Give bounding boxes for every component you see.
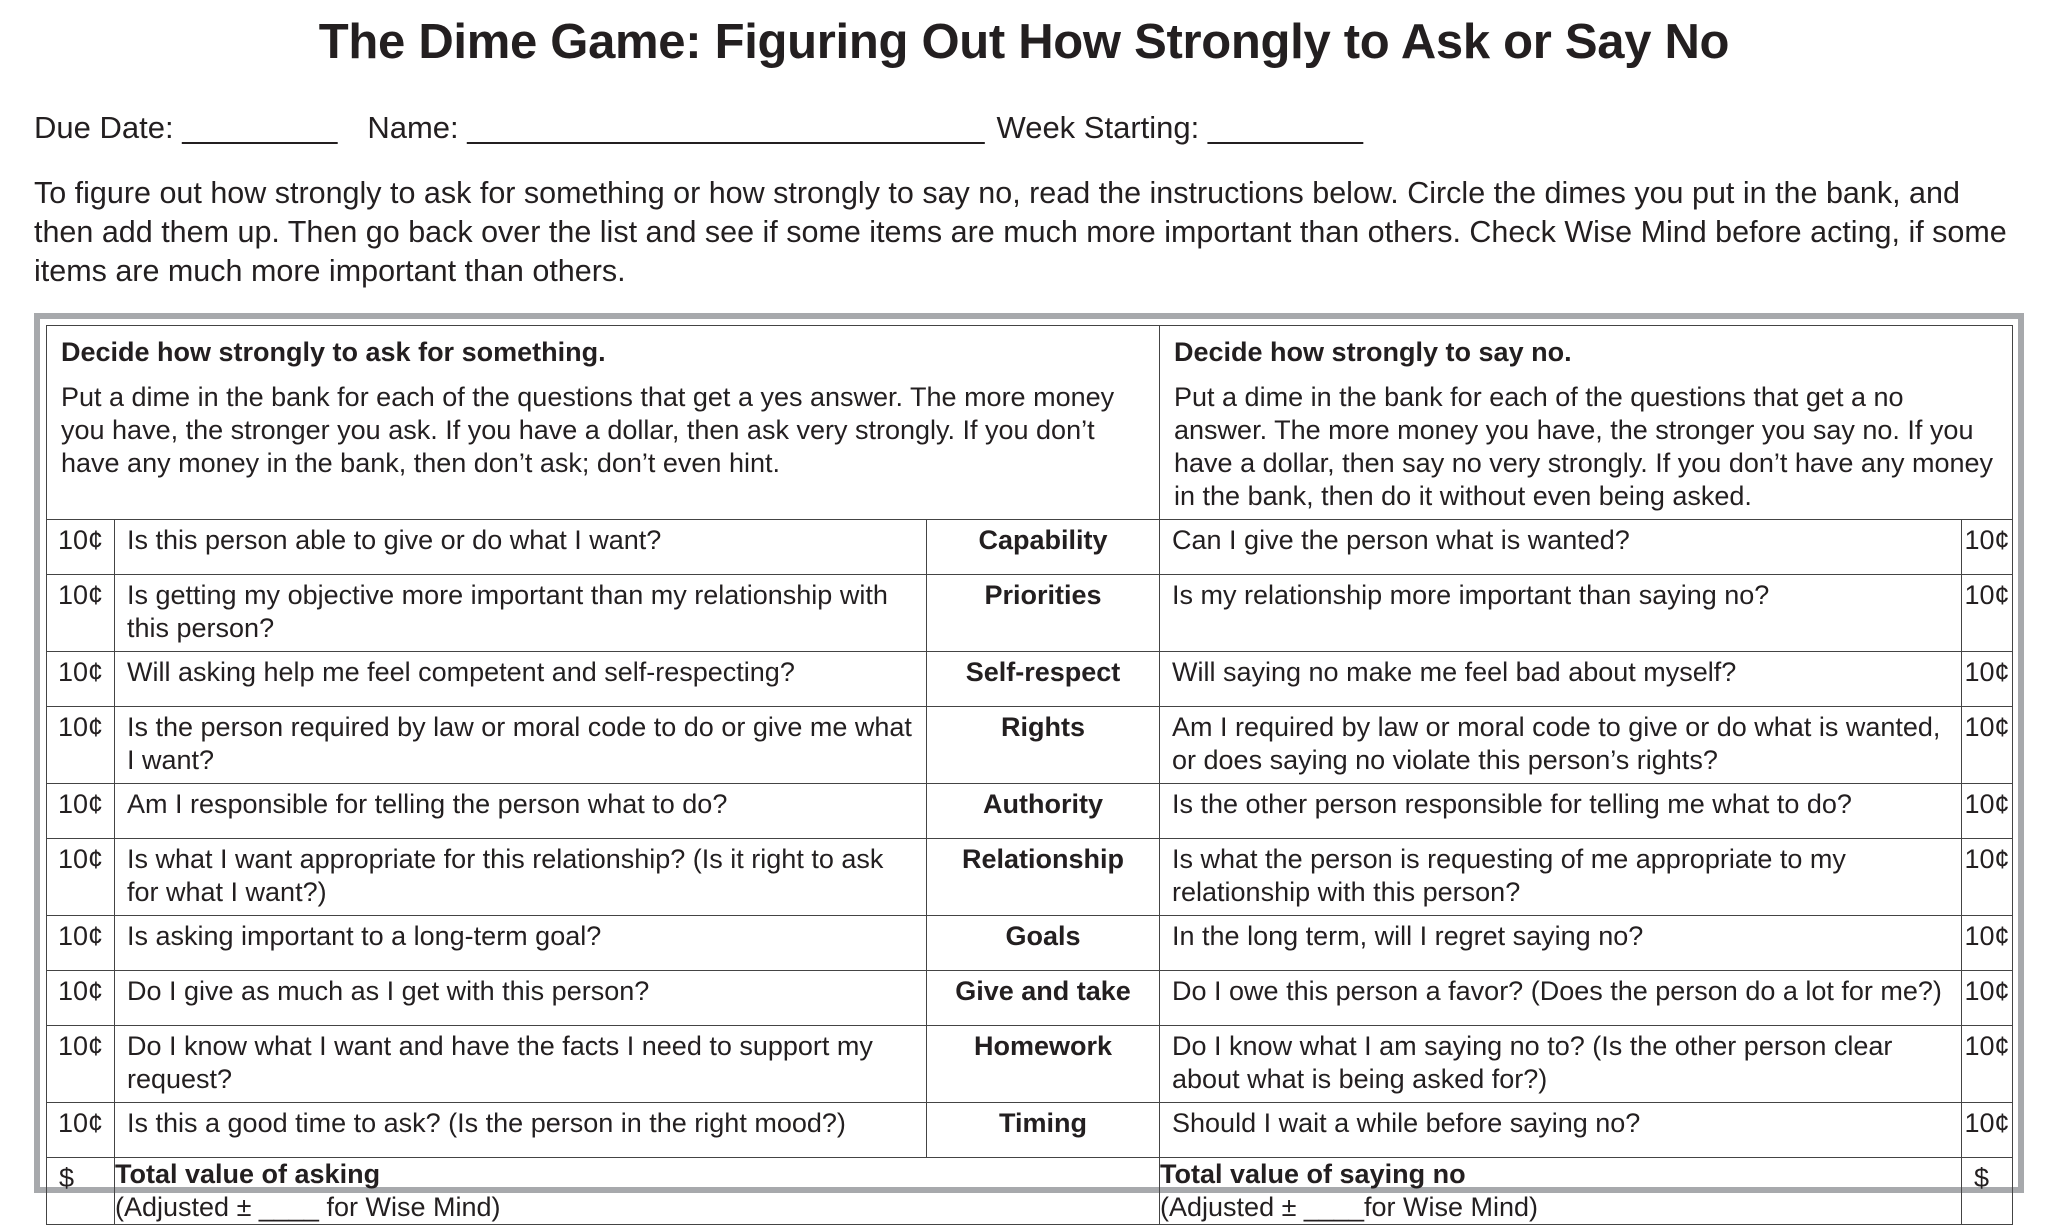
question-row — [47, 1026, 2013, 1103]
category-label: Relationship — [927, 839, 1160, 916]
question-row — [47, 575, 2013, 652]
question-row — [47, 971, 2013, 1026]
say-no-question: Should I wait a while before saying no? — [1160, 1103, 1962, 1158]
ask-dime[interactable]: 10¢ — [47, 971, 115, 1026]
say-no-question: Can I give the person what is wanted? — [1160, 520, 1962, 575]
question-row — [47, 520, 2013, 575]
ask-dime[interactable]: 10¢ — [47, 1103, 115, 1158]
ask-dime[interactable]: 10¢ — [47, 784, 115, 839]
form-fields — [34, 108, 1363, 148]
ask-dime[interactable]: 10¢ — [47, 1026, 115, 1103]
ask-dime[interactable]: 10¢ — [47, 707, 115, 784]
ask-question: Is the person required by law or moral code to do or give me what I want? — [115, 707, 927, 784]
question-row — [47, 1103, 2013, 1158]
say-no-dime[interactable]: 10¢ — [1962, 916, 2013, 971]
dime-game-table — [46, 325, 2013, 1225]
question-row — [47, 839, 2013, 916]
header-row — [47, 326, 2013, 520]
question-row — [47, 707, 2013, 784]
say-no-question: Is the other person responsible for telling me what to do? — [1160, 784, 1962, 839]
totals-row — [47, 1158, 2013, 1225]
ask-question: Is what I want appropriate for this relationship? (Is it right to ask for what I want?) — [115, 839, 927, 916]
say-no-wise-mind-adjust[interactable]: (Adjusted ± ____for Wise Mind) — [1160, 1192, 1538, 1222]
ask-dime[interactable]: 10¢ — [47, 652, 115, 707]
ask-question: Is asking important to a long-term goal? — [115, 916, 927, 971]
category-label: Priorities — [927, 575, 1160, 652]
category-label: Goals — [927, 916, 1160, 971]
ask-header-title: Decide how strongly to ask for something. — [61, 337, 606, 367]
ask-dime[interactable]: 10¢ — [47, 575, 115, 652]
instructions-paragraph: To figure out how strongly to ask for something or how strongly to say no, read the instructions below. Circle the dimes you put in the bank, and then add them up. Then go back over the list and see if some items are much more important than others. Check Wise Mind before acting, if some items are much more important than others. — [34, 176, 2007, 288]
say-no-dime[interactable]: 10¢ — [1962, 575, 2013, 652]
category-label: Homework — [927, 1026, 1160, 1103]
say-no-question: Is my relationship more important than saying no? — [1160, 575, 1962, 652]
question-row — [47, 784, 2013, 839]
category-label: Give and take — [927, 971, 1160, 1026]
ask-question: Am I responsible for telling the person what to do? — [115, 784, 927, 839]
ask-question: Do I know what I want and have the facts I need to support my request? — [115, 1026, 927, 1103]
say-no-header-instructions: Put a dime in the bank for each of the questions that get a no answer. The more money you have, the stronger you say no. If you have a dollar, then say no very strongly. If you don’t have any money in the bank, then do it without even being asked. — [1174, 382, 1993, 511]
say-no-dime[interactable]: 10¢ — [1962, 1103, 2013, 1158]
ask-dime[interactable]: 10¢ — [47, 520, 115, 575]
say-no-dime[interactable]: 10¢ — [1962, 1026, 2013, 1103]
say-no-header-cell — [1160, 326, 2013, 520]
ask-question: Will asking help me feel competent and self-respecting? — [115, 652, 927, 707]
ask-question: Is this a good time to ask? (Is the person in the right mood?) — [115, 1103, 927, 1158]
category-label: Rights — [927, 707, 1160, 784]
ask-dime[interactable]: 10¢ — [47, 916, 115, 971]
question-row — [47, 916, 2013, 971]
ask-question: Is getting my objective more important than my relationship with this person? — [115, 575, 927, 652]
say-no-question: Will saying no make me feel bad about myself? — [1160, 652, 1962, 707]
say-no-total-label: Total value of saying no — [1160, 1159, 1466, 1189]
say-no-dime[interactable]: 10¢ — [1962, 520, 2013, 575]
say-no-dime[interactable]: 10¢ — [1962, 971, 2013, 1026]
say-no-total-cell — [1160, 1158, 1962, 1225]
due-date-field[interactable]: Due Date: _________ — [34, 110, 338, 145]
say-no-question: Do I owe this person a favor? (Does the person do a lot for me?) — [1160, 971, 1962, 1026]
ask-question: Do I give as much as I get with this person? — [115, 971, 927, 1026]
question-row — [47, 652, 2013, 707]
dime-game-worksheet — [34, 313, 2024, 1222]
page-title: The Dime Game: Figuring Out How Strongly to Ask or Say No — [318, 15, 1730, 69]
say-no-question: Is what the person is requesting of me appropriate to my relationship with this person? — [1160, 839, 1962, 916]
ask-header-instructions: Put a dime in the bank for each of the questions that get a yes answer. The more money you have, the stronger you ask. If you have a dollar, then ask very strongly. If you don’t have any money in the bank, then don’t ask; don’t even hint. — [61, 382, 1115, 478]
say-no-dime[interactable]: 10¢ — [1962, 839, 2013, 916]
category-label: Authority — [927, 784, 1160, 839]
say-no-question: Do I know what I am saying no to? (Is the other person clear about what is being asked for?) — [1160, 1026, 1962, 1103]
ask-dime[interactable]: 10¢ — [47, 839, 115, 916]
ask-header-cell — [47, 326, 1160, 520]
category-label: Self-respect — [927, 652, 1160, 707]
ask-total-amount[interactable]: $ — [47, 1158, 115, 1225]
say-no-dime[interactable]: 10¢ — [1962, 784, 2013, 839]
week-starting-field[interactable]: Week Starting: _________ — [996, 110, 1364, 145]
say-no-dime[interactable]: 10¢ — [1962, 707, 2013, 784]
category-label: Capability — [927, 520, 1160, 575]
say-no-question: Am I required by law or moral code to give or do what is wanted, or does saying no violate this person’s rights? — [1160, 707, 1962, 784]
say-no-total-amount[interactable]: $ — [1962, 1158, 2013, 1225]
name-field[interactable]: Name: ______________________________ — [367, 110, 985, 145]
say-no-dime[interactable]: 10¢ — [1962, 652, 2013, 707]
ask-total-cell — [115, 1158, 1160, 1225]
category-label: Timing — [927, 1103, 1160, 1158]
say-no-question: In the long term, will I regret saying no? — [1160, 916, 1962, 971]
ask-total-label: Total value of asking — [115, 1159, 381, 1189]
ask-wise-mind-adjust[interactable]: (Adjusted ± ____ for Wise Mind) — [115, 1192, 501, 1222]
say-no-header-title: Decide how strongly to say no. — [1174, 337, 1572, 367]
ask-question: Is this person able to give or do what I want? — [115, 520, 927, 575]
